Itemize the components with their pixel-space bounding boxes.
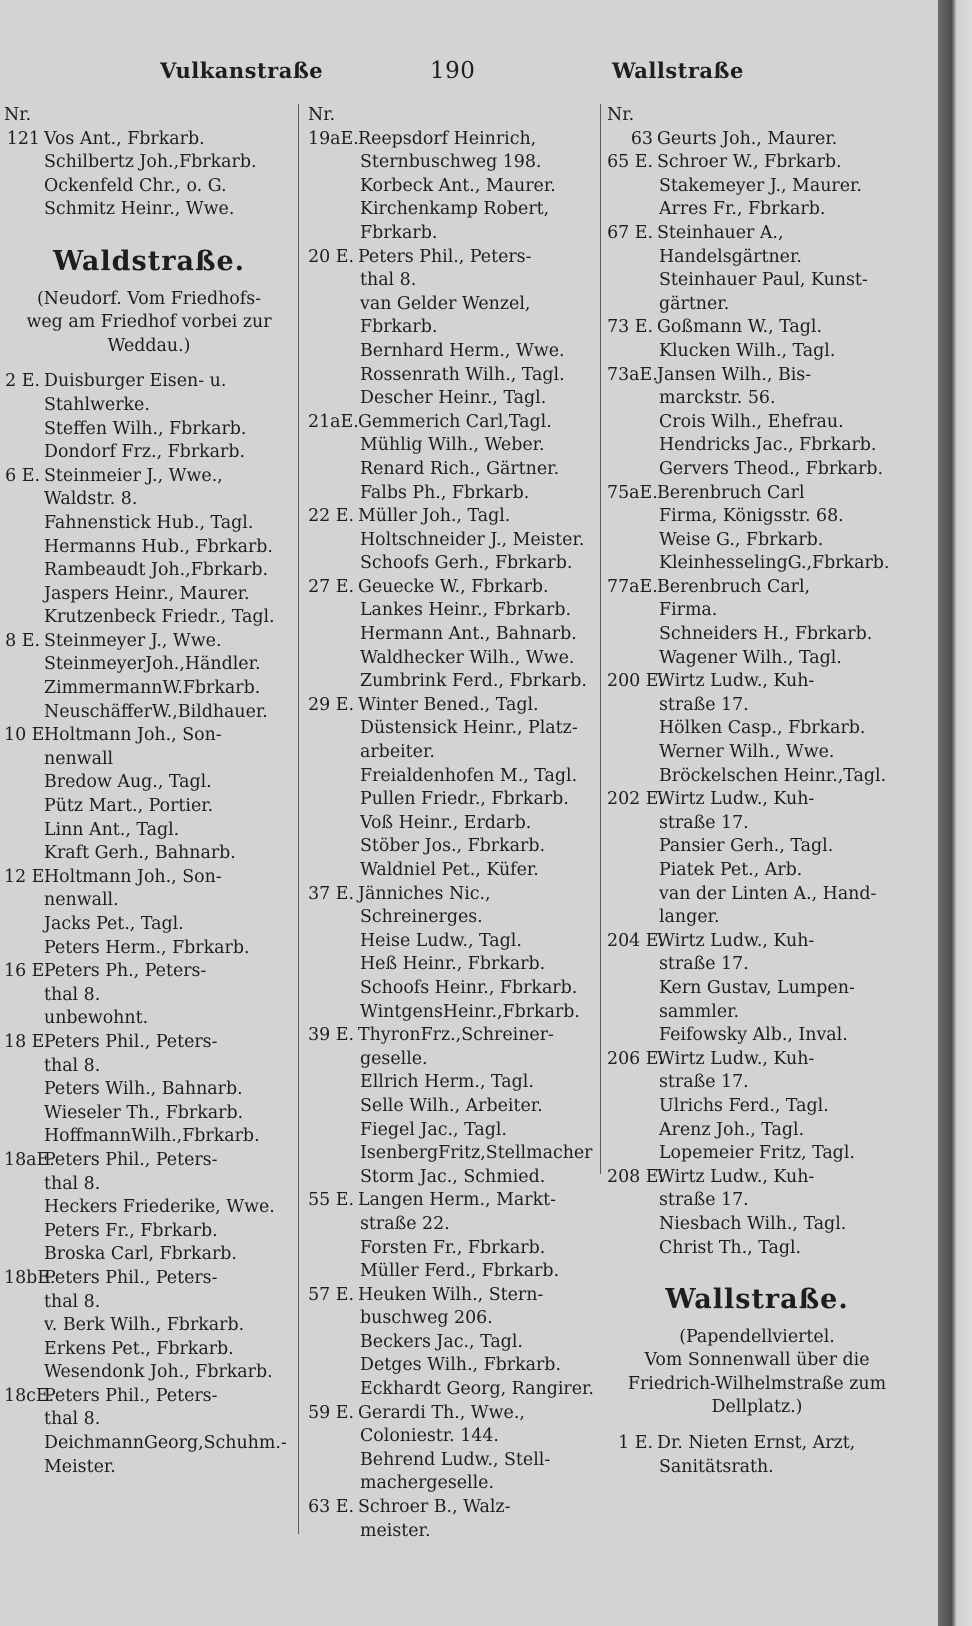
resident-text: ThyronFrz.,Schreiner- bbox=[358, 1025, 554, 1046]
entry-first-line bbox=[4, 1267, 294, 1291]
resident-text: Geuecke W., Fbrkarb. bbox=[358, 576, 549, 597]
resident-line: Pullen Friedr., Fbrkarb. bbox=[360, 789, 569, 810]
resident-line: Rossenrath Wilh., Tagl. bbox=[360, 364, 565, 385]
resident-line: Firma, Königsstr. 68. bbox=[659, 506, 844, 527]
resident-line: HoffmannWilh.,Fbrkarb. bbox=[44, 1126, 260, 1147]
resident-line: Meister. bbox=[44, 1456, 116, 1477]
resident-line: Firma. bbox=[659, 600, 718, 621]
entry-first-line bbox=[308, 1024, 596, 1048]
resident-text: Jansen Wilh., Bis- bbox=[657, 364, 812, 385]
resident-line: Sanitätsrath. bbox=[659, 1456, 774, 1477]
vulkan-entries bbox=[4, 128, 294, 222]
entry-first-line bbox=[607, 788, 907, 812]
house-number: 55 E. bbox=[308, 1190, 354, 1211]
resident-line: Sternbuschweg 198. bbox=[360, 152, 542, 173]
entry-first-line bbox=[607, 128, 907, 152]
house-number: 75aE. bbox=[607, 482, 658, 503]
resident-line: geselle. bbox=[360, 1048, 428, 1069]
description-line: (Papendellviertel. bbox=[679, 1326, 835, 1347]
house-entry bbox=[607, 128, 907, 152]
entry-first-line bbox=[607, 576, 907, 600]
resident-line: Schreinerges. bbox=[360, 907, 483, 928]
house-number: 204 E. bbox=[607, 930, 664, 951]
waldstrasse-entries-end bbox=[607, 128, 907, 1261]
entry-first-line bbox=[4, 465, 294, 489]
resident-line: thal 8. bbox=[360, 270, 417, 291]
house-entry bbox=[4, 1385, 294, 1479]
resident-text: Holtmann Joh., Son- bbox=[44, 725, 222, 746]
house-entry bbox=[607, 576, 907, 670]
column-label: Nr. bbox=[308, 105, 336, 125]
resident-line: Niesbach Wilh., Tagl. bbox=[659, 1213, 847, 1234]
column-label: Nr. bbox=[4, 105, 32, 125]
house-number: 27 E. bbox=[308, 576, 354, 597]
resident-text: Steinmeier J., Wwe., bbox=[44, 465, 223, 486]
resident-line: Heise Ludw., Tagl. bbox=[360, 930, 522, 951]
house-number: 10 E. bbox=[4, 725, 50, 746]
house-number: 20 E. bbox=[308, 246, 354, 267]
resident-line: thal 8. bbox=[44, 1291, 101, 1312]
resident-text: Peters Phil., Peters- bbox=[44, 1385, 218, 1406]
resident-line: Gervers Theod., Fbrkarb. bbox=[659, 458, 884, 479]
resident-line: straße 17. bbox=[659, 812, 749, 833]
entry-first-line bbox=[607, 222, 907, 246]
house-entry bbox=[308, 246, 596, 411]
house-number: 63 bbox=[630, 128, 653, 149]
resident-line: Pansier Gerh., Tagl. bbox=[659, 836, 834, 857]
resident-line: Descher Heinr., Tagl. bbox=[360, 388, 547, 409]
resident-line: Renard Rich., Gärtner. bbox=[360, 458, 560, 479]
resident-line: machergeselle. bbox=[360, 1473, 494, 1494]
house-entry bbox=[4, 630, 294, 724]
house-number: 63 E. bbox=[308, 1497, 354, 1518]
house-entry bbox=[308, 128, 596, 246]
resident-text: Gemmerich Carl,Tagl. bbox=[358, 411, 552, 432]
house-entry bbox=[607, 1166, 907, 1260]
resident-line: Feifowsky Alb., Inval. bbox=[659, 1025, 848, 1046]
entry-first-line bbox=[4, 128, 294, 152]
resident-line: KleinhesselingG.,Fbrkarb. bbox=[659, 553, 890, 574]
house-entry bbox=[4, 724, 294, 866]
book-binding bbox=[938, 0, 972, 1626]
resident-line: Heß Heinr., Fbrkarb. bbox=[360, 954, 546, 975]
house-entry bbox=[308, 576, 596, 694]
resident-text: Berenbruch Carl bbox=[657, 482, 805, 503]
resident-text: Schroer W., Fbrkarb. bbox=[657, 152, 842, 173]
entry-first-line bbox=[607, 316, 907, 340]
resident-line: buschweg 206. bbox=[360, 1308, 493, 1329]
entry-first-line bbox=[308, 1496, 596, 1520]
resident-line: arbeiter. bbox=[360, 742, 435, 763]
wallstrasse-entries bbox=[607, 1432, 907, 1479]
house-entry bbox=[607, 670, 907, 788]
house-number: 73 E. bbox=[607, 317, 653, 338]
entry-first-line bbox=[4, 630, 294, 654]
entry-first-line bbox=[308, 576, 596, 600]
street-description bbox=[4, 288, 294, 359]
resident-line: Ellrich Herm., Tagl. bbox=[360, 1072, 534, 1093]
resident-text: Peters Phil., Peters- bbox=[44, 1267, 218, 1288]
resident-line: Schoofs Gerh., Fbrkarb. bbox=[360, 553, 573, 574]
resident-line: Ockenfeld Chr., o. G. bbox=[44, 175, 227, 196]
house-entry bbox=[607, 930, 907, 1048]
entry-first-line bbox=[607, 151, 907, 175]
resident-line: Linn Ant., Tagl. bbox=[44, 819, 180, 840]
resident-line: Rambeaudt Joh.,Fbrkarb. bbox=[44, 560, 269, 581]
resident-line: Wagener Wilh., Tagl. bbox=[659, 647, 842, 668]
entry-first-line bbox=[607, 1048, 907, 1072]
resident-text: Peters Phil., Peters- bbox=[44, 1149, 218, 1170]
entry-first-line bbox=[607, 482, 907, 506]
resident-line: v. Berk Wilh., Fbrkarb. bbox=[44, 1315, 245, 1336]
house-number: 8 E. bbox=[5, 630, 40, 651]
resident-text: Berenbruch Carl, bbox=[657, 576, 811, 597]
resident-line: Stahlwerke. bbox=[44, 394, 150, 415]
resident-line: nenwall bbox=[44, 748, 114, 769]
house-number: 121 bbox=[6, 128, 40, 149]
resident-line: Fbrkarb. bbox=[360, 222, 438, 243]
resident-line: Klucken Wilh., Tagl. bbox=[659, 340, 836, 361]
entry-first-line bbox=[4, 1149, 294, 1173]
resident-line: Waldhecker Wilh., Wwe. bbox=[360, 647, 575, 668]
description-line: (Neudorf. Vom Friedhofs- bbox=[36, 288, 261, 309]
resident-line: NeuschäfferW.,Bildhauer. bbox=[44, 701, 268, 722]
resident-line: Holtschneider J., Meister. bbox=[360, 529, 585, 550]
column-divider bbox=[298, 104, 299, 1534]
resident-text: Heuken Wilh., Stern- bbox=[358, 1284, 544, 1305]
resident-line: Pütz Mart., Portier. bbox=[44, 796, 214, 817]
entry-first-line bbox=[308, 883, 596, 907]
house-entry bbox=[4, 370, 294, 464]
resident-line: Arres Fr., Fbrkarb. bbox=[659, 199, 826, 220]
house-entry bbox=[4, 1149, 294, 1267]
resident-line: Freialdenhofen M., Tagl. bbox=[360, 765, 578, 786]
house-number: 73aE. bbox=[607, 364, 658, 385]
resident-line: Peters Wilh., Bahnarb. bbox=[44, 1079, 243, 1100]
description-line: Friedrich-Wilhelmstraße zum bbox=[627, 1373, 887, 1394]
resident-line: meister. bbox=[360, 1520, 431, 1541]
house-entry bbox=[4, 1031, 294, 1149]
resident-line: straße 17. bbox=[659, 1190, 749, 1211]
resident-text: Wirtz Ludw., Kuh- bbox=[657, 789, 815, 810]
resident-line: Jaspers Heinr., Maurer. bbox=[44, 583, 250, 604]
resident-line: nenwall. bbox=[44, 890, 119, 911]
resident-text: Goßmann W., Tagl. bbox=[657, 317, 823, 338]
resident-text: Wirtz Ludw., Kuh- bbox=[657, 1166, 815, 1187]
resident-text: Vos Ant., Fbrkarb. bbox=[44, 128, 205, 149]
house-number: 18bE. bbox=[4, 1267, 56, 1288]
resident-line: gärtner. bbox=[659, 293, 730, 314]
resident-line: Waldniel Pet., Küfer. bbox=[360, 860, 539, 880]
resident-line: straße 17. bbox=[659, 954, 749, 975]
entry-first-line bbox=[308, 1189, 596, 1213]
column-left bbox=[4, 104, 294, 1479]
house-number: 2 E. bbox=[5, 371, 40, 392]
resident-line: Hölken Casp., Fbrkarb. bbox=[659, 718, 866, 739]
description-line: Vom Sonnenwall über die bbox=[644, 1350, 870, 1371]
house-entry bbox=[4, 1267, 294, 1385]
resident-line: Behrend Ludw., Stell- bbox=[360, 1449, 551, 1470]
house-number: 67 E. bbox=[607, 222, 653, 243]
resident-line: van der Linten A., Hand- bbox=[659, 883, 877, 904]
resident-line: SteinmeyerJoh.,Händler. bbox=[44, 654, 261, 675]
column-right bbox=[607, 104, 907, 1479]
column-middle bbox=[308, 104, 596, 1543]
resident-line: Hermann Ant., Bahnarb. bbox=[360, 624, 577, 645]
house-number: 18aE. bbox=[4, 1149, 55, 1170]
resident-text: Peters Phil., Peters- bbox=[358, 246, 532, 267]
resident-line: thal 8. bbox=[44, 1173, 101, 1194]
house-number: 16 E. bbox=[4, 961, 50, 982]
resident-line: Steinhauer Paul, Kunst- bbox=[659, 270, 868, 291]
resident-line: Piatek Pet., Arb. bbox=[659, 860, 803, 880]
house-number: 22 E. bbox=[308, 506, 354, 527]
resident-line: Coloniestr. 144. bbox=[360, 1426, 499, 1447]
resident-line: van Gelder Wenzel, bbox=[360, 293, 531, 314]
resident-text: Müller Joh., Tagl. bbox=[358, 506, 511, 527]
street-description bbox=[607, 1326, 907, 1420]
resident-line: WintgensHeinr.,Fbrkarb. bbox=[360, 1001, 580, 1022]
resident-line: Bröckelschen Heinr.,Tagl. bbox=[659, 765, 887, 786]
resident-line: Lankes Heinr., Fbrkarb. bbox=[360, 600, 571, 621]
resident-line: Zumbrink Ferd., Fbrkarb. bbox=[360, 671, 587, 692]
resident-line: straße 17. bbox=[659, 1072, 749, 1093]
house-entry bbox=[308, 1024, 596, 1189]
house-entry bbox=[308, 1284, 596, 1402]
resident-line: Korbeck Ant., Maurer. bbox=[360, 175, 556, 196]
resident-line: unbewohnt. bbox=[44, 1008, 149, 1029]
resident-text: Steinhauer A., bbox=[657, 222, 784, 243]
resident-line: Hendricks Jac., Fbrkarb. bbox=[659, 435, 877, 456]
description-line: Dellplatz.) bbox=[711, 1397, 803, 1418]
resident-line: Wesendonk Joh., Fbrkarb. bbox=[44, 1362, 273, 1383]
resident-line: Waldstr. 8. bbox=[44, 489, 138, 510]
entry-first-line bbox=[308, 1402, 596, 1426]
resident-line: Handelsgärtner. bbox=[659, 246, 802, 267]
resident-line: Fiegel Jac., Tagl. bbox=[360, 1119, 507, 1140]
resident-line: Voß Heinr., Erdarb. bbox=[360, 812, 532, 833]
resident-text: Duisburger Eisen- u. bbox=[44, 371, 227, 392]
resident-text: Wirtz Ludw., Kuh- bbox=[657, 671, 815, 692]
resident-text: Jänniches Nic., bbox=[358, 883, 491, 904]
resident-text: Gerardi Th., Wwe., bbox=[358, 1402, 525, 1423]
entry-first-line bbox=[4, 1031, 294, 1055]
house-number: 202 E. bbox=[607, 789, 664, 810]
column-label: Nr. bbox=[607, 105, 635, 125]
entry-first-line bbox=[4, 1385, 294, 1409]
entry-first-line bbox=[308, 128, 596, 152]
house-number: 29 E. bbox=[308, 694, 354, 715]
house-number: 208 E. bbox=[607, 1166, 664, 1187]
resident-line: Schilbertz Joh.,Fbrkarb. bbox=[44, 152, 257, 173]
house-number: 39 E. bbox=[308, 1025, 354, 1046]
resident-line: sammler. bbox=[659, 1001, 740, 1022]
resident-line: Mühlig Wilh., Weber. bbox=[360, 435, 545, 456]
resident-line: Steffen Wilh., Fbrkarb. bbox=[44, 418, 247, 439]
resident-line: Ulrichs Ferd., Tagl. bbox=[659, 1095, 829, 1116]
resident-line: Broska Carl, Fbrkarb. bbox=[44, 1244, 237, 1265]
resident-line: straße 22. bbox=[360, 1213, 450, 1234]
running-head-right: Wallstraße bbox=[612, 58, 744, 83]
resident-text: Wirtz Ludw., Kuh- bbox=[657, 1048, 815, 1069]
resident-line: Forsten Fr., Fbrkarb. bbox=[360, 1237, 546, 1258]
resident-text: Peters Phil., Peters- bbox=[44, 1031, 218, 1052]
entry-first-line bbox=[308, 246, 596, 270]
entry-first-line bbox=[607, 930, 907, 954]
resident-line: Detges Wilh., Fbrkarb. bbox=[360, 1355, 561, 1376]
resident-line: Eckhardt Georg, Rangirer. bbox=[360, 1379, 594, 1400]
resident-line: Crois Wilh., Ehefrau. bbox=[659, 411, 844, 432]
resident-text: Holtmann Joh., Son- bbox=[44, 866, 222, 887]
house-entry bbox=[607, 1432, 907, 1479]
column-divider bbox=[600, 104, 601, 1174]
resident-line: Wieseler Th., Fbrkarb. bbox=[44, 1102, 244, 1123]
resident-line: ZimmermannW.Fbrkarb. bbox=[44, 678, 261, 699]
house-entry bbox=[308, 883, 596, 1025]
house-number: 65 E. bbox=[607, 152, 653, 173]
resident-text: Peters Ph., Peters- bbox=[44, 961, 207, 982]
house-entry bbox=[4, 465, 294, 630]
resident-text: Steinmeyer J., Wwe. bbox=[44, 630, 222, 651]
resident-text: Geurts Joh., Maurer. bbox=[657, 128, 838, 149]
entry-first-line bbox=[4, 866, 294, 890]
resident-line: thal 8. bbox=[44, 1409, 101, 1430]
house-number: 59 E. bbox=[308, 1402, 354, 1423]
resident-line: Müller Ferd., Fbrkarb. bbox=[360, 1261, 560, 1282]
resident-text: Schroer B., Walz- bbox=[358, 1497, 511, 1518]
entry-first-line bbox=[4, 724, 294, 748]
entry-first-line bbox=[607, 1432, 907, 1456]
resident-line: Selle Wilh., Arbeiter. bbox=[360, 1095, 543, 1116]
resident-line: thal 8. bbox=[44, 984, 101, 1005]
resident-line: Weise G., Fbrkarb. bbox=[659, 529, 824, 550]
entry-first-line bbox=[4, 960, 294, 984]
resident-line: Arenz Joh., Tagl. bbox=[659, 1119, 805, 1140]
resident-line: Schneiders H., Fbrkarb. bbox=[659, 624, 873, 645]
resident-line: Erkens Pet., Fbrkarb. bbox=[44, 1338, 234, 1359]
house-entry bbox=[607, 316, 907, 363]
resident-line: marckstr. 56. bbox=[659, 388, 776, 409]
street-heading-wallstrasse: Wallstraße. bbox=[665, 1284, 849, 1316]
house-entry bbox=[4, 128, 294, 222]
house-entry bbox=[607, 1048, 907, 1166]
street-heading-waldstrasse: Waldstraße. bbox=[52, 245, 246, 277]
house-number: 200 E. bbox=[607, 671, 664, 692]
house-number: 1 E. bbox=[618, 1433, 653, 1454]
resident-line: Beckers Jac., Tagl. bbox=[360, 1331, 523, 1352]
resident-line: Dondorf Frz., Fbrkarb. bbox=[44, 442, 246, 463]
resident-line: Fbrkarb. bbox=[360, 317, 438, 338]
entry-first-line bbox=[607, 670, 907, 694]
resident-line: Bernhard Herm., Wwe. bbox=[360, 340, 565, 361]
resident-line: Stakemeyer J., Maurer. bbox=[659, 175, 862, 196]
house-number: 77aE. bbox=[607, 576, 658, 597]
resident-text: Wirtz Ludw., Kuh- bbox=[657, 930, 815, 951]
house-entry bbox=[308, 694, 596, 883]
resident-text: Langen Herm., Markt- bbox=[358, 1190, 557, 1211]
resident-line: Schmitz Heinr., Wwe. bbox=[44, 199, 235, 220]
entry-first-line bbox=[308, 694, 596, 718]
house-entry bbox=[308, 1189, 596, 1283]
entry-first-line bbox=[607, 1166, 907, 1190]
resident-line: Kern Gustav, Lumpen- bbox=[659, 977, 855, 998]
house-entry bbox=[308, 411, 596, 505]
house-entry bbox=[607, 151, 907, 222]
entry-first-line bbox=[4, 370, 294, 394]
resident-line: Krutzenbeck Friedr., Tagl. bbox=[44, 607, 275, 628]
entry-first-line bbox=[308, 1284, 596, 1308]
description-line: weg am Friedhof vorbei zur bbox=[26, 312, 272, 333]
house-number: 57 E. bbox=[308, 1284, 354, 1305]
resident-line: Düstensick Heinr., Platz- bbox=[360, 718, 578, 739]
house-entry bbox=[607, 788, 907, 930]
description-line: Weddau.) bbox=[107, 335, 191, 356]
house-number: 18cE. bbox=[4, 1385, 55, 1406]
running-head-left: Vulkanstraße bbox=[160, 58, 324, 83]
house-number: 19aE. bbox=[308, 128, 359, 149]
resident-text: Dr. Nieten Ernst, Arzt, bbox=[657, 1433, 856, 1454]
resident-line: Jacks Pet., Tagl. bbox=[44, 914, 184, 934]
resident-line: Hermanns Hub., Fbrkarb. bbox=[44, 536, 273, 557]
resident-line: Schoofs Heinr., Fbrkarb. bbox=[360, 977, 578, 998]
entry-first-line bbox=[308, 411, 596, 435]
resident-line: Storm Jac., Schmied. bbox=[360, 1166, 546, 1187]
resident-text: Winter Bened., Tagl. bbox=[358, 694, 539, 715]
resident-line: langer. bbox=[659, 907, 720, 928]
resident-line: Stöber Jos., Fbrkarb. bbox=[360, 836, 545, 857]
resident-line: thal 8. bbox=[44, 1055, 101, 1076]
house-number: 18 E. bbox=[4, 1031, 50, 1052]
resident-line: straße 17. bbox=[659, 694, 749, 715]
entry-first-line bbox=[607, 364, 907, 388]
house-entry bbox=[308, 505, 596, 576]
house-entry bbox=[607, 482, 907, 576]
house-entry bbox=[607, 222, 907, 316]
resident-line: Christ Th., Tagl. bbox=[659, 1237, 802, 1258]
resident-line: Kraft Gerh., Bahnarb. bbox=[44, 843, 236, 864]
house-entry bbox=[4, 866, 294, 960]
house-entry bbox=[308, 1402, 596, 1496]
house-number: 21aE. bbox=[308, 411, 359, 432]
house-entry bbox=[308, 1496, 596, 1543]
house-number: 206 E. bbox=[607, 1048, 664, 1069]
resident-line: Falbs Ph., Fbrkarb. bbox=[360, 482, 530, 503]
resident-line: Fahnenstick Hub., Tagl. bbox=[44, 512, 254, 533]
house-number: 37 E. bbox=[308, 883, 354, 904]
resident-line: Peters Herm., Fbrkarb. bbox=[44, 937, 250, 958]
page-number: 190 bbox=[430, 58, 476, 84]
resident-line: Werner Wilh., Wwe. bbox=[659, 742, 835, 763]
resident-line: Heckers Friederike, Wwe. bbox=[44, 1197, 275, 1218]
resident-line: Bredow Aug., Tagl. bbox=[44, 772, 212, 793]
house-number: 12 E. bbox=[4, 866, 50, 887]
resident-line: Lopemeier Fritz, Tagl. bbox=[659, 1143, 855, 1164]
entry-first-line bbox=[308, 505, 596, 529]
resident-line: Peters Fr., Fbrkarb. bbox=[44, 1220, 218, 1241]
resident-line: DeichmannGeorg,Schuhm.- bbox=[44, 1433, 287, 1454]
waldstrasse-entries-cont bbox=[308, 128, 596, 1544]
resident-line: IsenbergFritz,Stellmacher bbox=[360, 1143, 593, 1164]
house-number: 6 E. bbox=[5, 465, 40, 486]
house-entry bbox=[4, 960, 294, 1031]
resident-text: Reepsdorf Heinrich, bbox=[358, 128, 537, 149]
house-entry bbox=[607, 364, 907, 482]
waldstrasse-entries bbox=[4, 370, 294, 1479]
resident-line: Kirchenkamp Robert, bbox=[360, 199, 550, 220]
